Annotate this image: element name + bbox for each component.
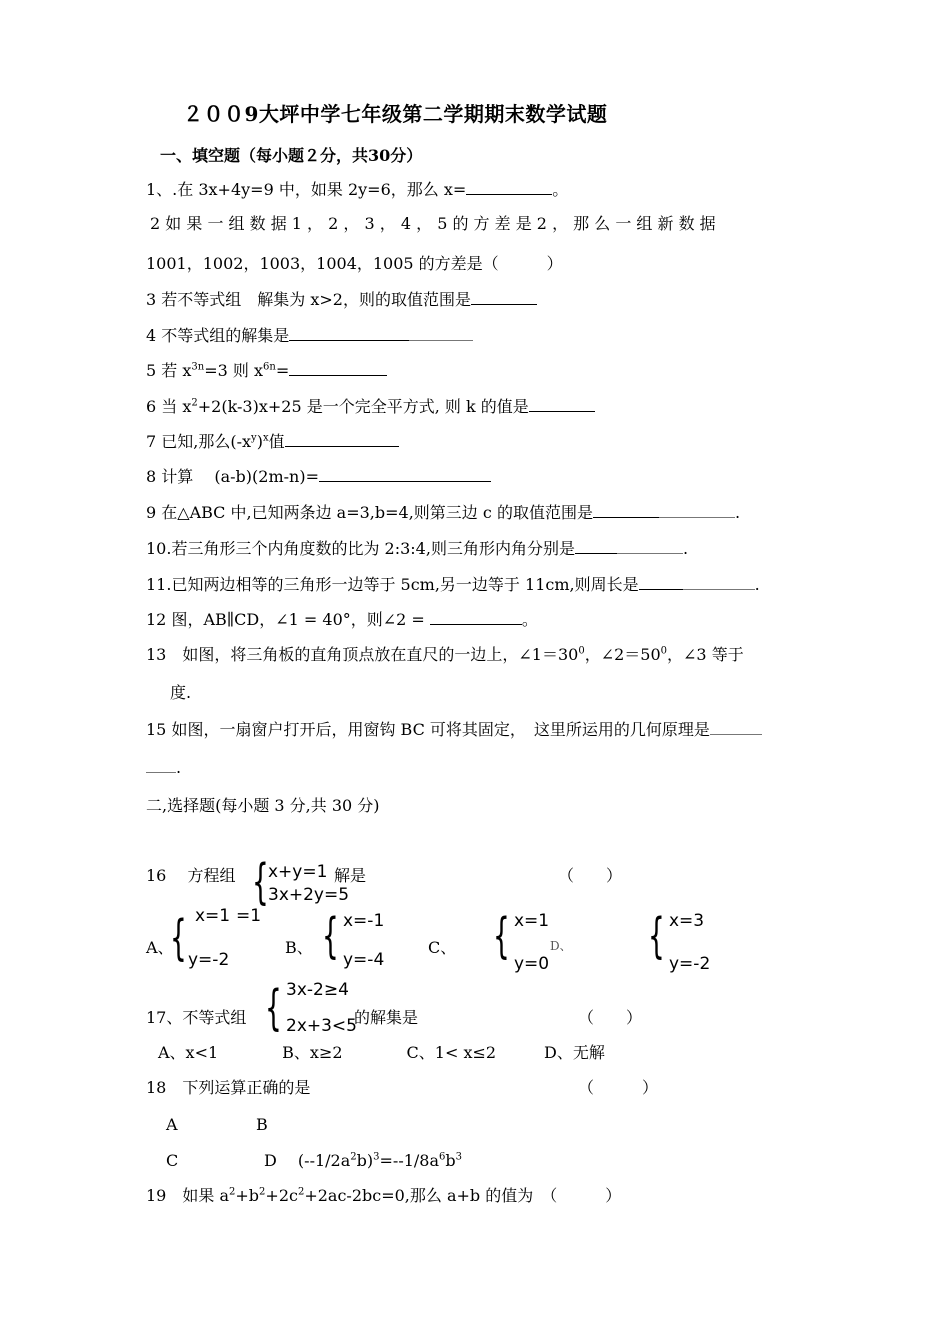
question-11-text: 11.已知两边相等的三角形一边等于 5cm,另一边等于 11cm,则周长是 [146, 575, 639, 594]
question-10-end: . [682, 539, 689, 558]
question-12 [146, 610, 538, 630]
question-17-label: 17、不等式组 [146, 1008, 247, 1027]
superscript: 2 [229, 1186, 236, 1198]
question-1-text: 1、.在 3x+4y=9 中，如果 2y=6，那么 x= [146, 180, 467, 199]
answer-blank [575, 539, 617, 554]
section-heading-fill-in: 一、填空题（每小题２分，共30分） [160, 146, 423, 165]
answer-blank [529, 397, 595, 412]
superscript: 2 [259, 1186, 266, 1198]
option-b-label: B、 [285, 938, 313, 957]
answer-blank [430, 610, 522, 625]
question-12-text: 12 图，AB∥CD，∠1 = 40°，则∠2 = [146, 610, 425, 629]
question-2-line1: 2 如 果 一 组 数 据 1 ， 2 ， 3 ， 4 ， 5 的 方 差 是 2 ， 那 么 一 组 新 数 据 [150, 214, 716, 233]
question-17-paren: （ ） [578, 1008, 643, 1027]
question-13-text: 13 如图，将三角板的直角顶点放在直尺的一边上，∠1＝30 [146, 645, 579, 664]
brace-icon: { [170, 910, 187, 966]
question-9-end: . [734, 503, 741, 522]
option-c-eq1: x=1 [514, 911, 550, 931]
question-10-text: 10.若三角形三个内角度数的比为 2:3:4,则三角形内角分别是 [146, 539, 575, 558]
brace-icon: { [252, 854, 269, 910]
brace-icon: { [493, 908, 510, 964]
option-a-label: A [166, 1115, 178, 1134]
option-b-eq1: x=-1 [343, 911, 385, 931]
option-d-label: D、 [550, 939, 572, 953]
question-5-text-c: = [275, 361, 290, 380]
option-a-eq1: x=1 [195, 906, 231, 926]
answer-blank [593, 503, 659, 518]
option-a-eq1-tail: =1 [236, 906, 262, 926]
answer-blank-ext [409, 326, 473, 341]
question-7-text: 7 已知,那么(-x [146, 432, 252, 451]
question-15-text: 15 如图，一扇窗户打开后，用窗钩 BC 可将其固定， 这里所运用的几何原理是 [146, 720, 710, 739]
superscript: 0 [578, 645, 585, 657]
question-7 [146, 432, 399, 452]
answer-blank [289, 361, 387, 376]
option-d-eq2: y=-2 [669, 954, 711, 974]
question-5 [146, 361, 387, 381]
question-2-line2: 1001，1002，1003，1004，1005 的方差是（ ） [146, 254, 563, 273]
brace-icon: { [265, 980, 282, 1036]
question-18: 18 下列运算正确的是 [146, 1078, 311, 1097]
answer-blank-ext [683, 575, 755, 590]
question-15 [146, 720, 762, 740]
superscript: 6 [439, 1151, 446, 1163]
question-9-text: 9 在△ABC 中,已知两条边 a=3,b=4,则第三边 c 的取值范围是 [146, 503, 593, 522]
question-13-line2: 度. [170, 683, 192, 702]
answer-blank [639, 575, 683, 590]
question-19-text-b: +b [235, 1186, 260, 1205]
superscript: 3n [191, 361, 205, 373]
option-d-text: D (--1/2a [264, 1151, 351, 1170]
question-13-text-c: ，∠3 等于 [667, 645, 744, 664]
question-3-text: 3 若不等式组 解集为 x>2，则的取值范围是 [146, 290, 471, 309]
answer-blank [466, 180, 552, 195]
option-c-label: C、 [428, 938, 457, 957]
question-6-text-b: +2(k-3)x+25 是一个完全平方式, 则 k 的值是 [197, 397, 529, 416]
question-17-eq1: 3x-2≥4 [286, 980, 349, 1000]
option-b-eq2: y=-4 [343, 950, 385, 970]
option-d-text-c: =--1/8a [379, 1151, 440, 1170]
question-8 [146, 467, 491, 487]
superscript: 3 [373, 1151, 380, 1163]
question-13 [146, 645, 744, 665]
question-15-end: . [176, 758, 182, 777]
answer-blank [289, 326, 409, 341]
question-16-eq2: 3x+2y=5 [268, 885, 350, 905]
option-c-eq2: y=0 [514, 954, 550, 974]
question-11 [146, 575, 760, 595]
superscript: 2 [297, 1186, 305, 1198]
question-17-eq2: 2x+3<5 [286, 1016, 357, 1036]
brace-icon: { [648, 908, 665, 964]
superscript: 3 [455, 1151, 463, 1163]
answer-blank-ext [659, 503, 735, 518]
question-10 [146, 539, 688, 559]
question-16-paren: （ ） [558, 866, 623, 885]
answer-blank-ext [146, 758, 176, 773]
question-7-text-b: ) [256, 432, 263, 451]
question-4-text: 4 不等式组的解集是 [146, 326, 290, 345]
question-9 [146, 503, 740, 523]
section-heading-multiple-choice: 二,选择题(每小题 3 分,共 30 分) [146, 796, 380, 815]
superscript: x [262, 432, 269, 444]
answer-blank-ext [617, 539, 683, 554]
question-19-text-d: +2ac-2bc=0,那么 a+b 的值为 （ ） [304, 1186, 622, 1205]
question-19 [146, 1186, 621, 1206]
option-d-text-b: b) [356, 1151, 374, 1170]
question-1 [146, 180, 568, 200]
question-8-text: 8 计算 (a-b)(2m-n)= [146, 467, 319, 486]
option-d-text-d: b [445, 1151, 456, 1170]
question-19-text-c: +2c [265, 1186, 298, 1205]
question-6-text: 6 当 x [146, 397, 192, 416]
question-17-tail: 的解集是 [354, 1008, 419, 1027]
question-13-text-b: ，∠2＝50 [584, 645, 661, 664]
option-a-eq2: y=-2 [188, 950, 230, 970]
answer-blank [319, 467, 491, 482]
question-5-text-b: =3 则 x [204, 361, 263, 380]
answer-blank [471, 290, 537, 305]
question-7-text-c: 值 [268, 432, 285, 451]
superscript: y [251, 432, 257, 444]
question-11-end: . [754, 575, 760, 594]
answer-blank [710, 720, 762, 735]
option-b-label: B [256, 1115, 268, 1134]
superscript: 2 [191, 397, 198, 409]
question-16-label: 16 方程组 [146, 866, 236, 885]
option-d [264, 1151, 462, 1171]
question-16-eq1: x+y=1 [268, 862, 328, 882]
superscript: 2 [350, 1151, 357, 1163]
question-3 [146, 290, 537, 310]
question-19-text: 19 如果 a [146, 1186, 229, 1205]
question-5-text: 5 若 x [146, 361, 192, 380]
question-17-options: A、x<1 B、x≥2 C、1< x≤2 D、无解 [158, 1043, 605, 1062]
question-4 [146, 326, 473, 346]
question-1-end: 。 [552, 180, 569, 199]
question-12-end: 。 [521, 610, 538, 629]
superscript: 6n [263, 361, 276, 373]
question-15-line2 [146, 758, 181, 778]
question-16-tail: 解是 [334, 866, 367, 885]
option-d-eq1: x=3 [669, 911, 705, 931]
question-6 [146, 397, 595, 417]
question-18-paren: （ ） [578, 1078, 659, 1097]
option-c-label: C [166, 1151, 179, 1170]
answer-blank [285, 432, 399, 447]
page-title: ２００9大坪中学七年级第二学期期末数学试题 [183, 102, 608, 126]
brace-icon: { [322, 908, 339, 964]
superscript: 0 [660, 645, 668, 657]
option-a-label: A、 [146, 938, 174, 957]
